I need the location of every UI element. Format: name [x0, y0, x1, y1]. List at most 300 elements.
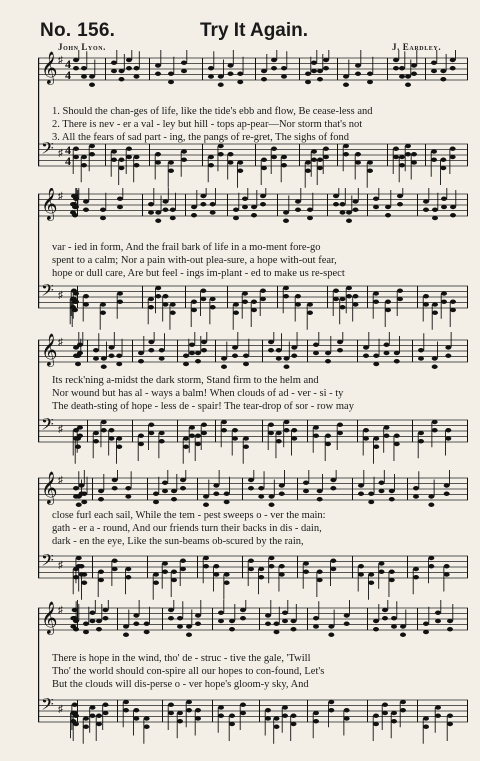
note-head [208, 66, 214, 70]
note-head [125, 486, 131, 490]
note-head [440, 77, 446, 81]
note-head [355, 152, 361, 156]
note-head [279, 483, 285, 487]
note-head [119, 158, 125, 162]
note-head [284, 365, 290, 369]
note-head [243, 445, 249, 449]
note-head [89, 152, 95, 156]
note-head [385, 308, 391, 312]
note-head [171, 497, 177, 501]
note-head [116, 436, 122, 440]
note-head [411, 160, 417, 164]
note-head [343, 144, 349, 148]
note-head [281, 155, 287, 159]
note-head [159, 439, 165, 443]
note-head [307, 216, 313, 220]
note-head [355, 72, 361, 76]
note-head [210, 297, 216, 301]
lyric-line: dark - en the eye, Like the sun-beams ob-scured by the rain, [52, 536, 304, 547]
note-head [337, 348, 343, 352]
note-head [177, 616, 183, 620]
sharp-icon: ♯ [58, 55, 63, 66]
note-head [170, 216, 176, 220]
note-head [70, 616, 76, 620]
note-head [125, 575, 131, 579]
music-system-5 [38, 600, 468, 750]
note-head [100, 311, 106, 315]
note-head [73, 66, 79, 70]
note-head [418, 439, 424, 443]
note-head [440, 69, 446, 73]
note-head [445, 345, 451, 349]
note-head [233, 311, 239, 315]
note-head [325, 442, 331, 446]
music-system-3 [38, 332, 468, 475]
note-head [75, 445, 81, 449]
note-head [444, 483, 450, 487]
note-head [73, 147, 79, 151]
note-head [200, 202, 206, 206]
note-head [195, 442, 201, 446]
note-head [148, 297, 154, 301]
note-head [303, 481, 309, 485]
note-head [213, 572, 219, 576]
note-head [276, 356, 282, 360]
note-head [432, 428, 438, 432]
note-head [447, 619, 453, 623]
note-head [397, 194, 403, 198]
note-head [81, 155, 87, 159]
note-head [224, 581, 230, 585]
note-head [269, 494, 275, 498]
lyric-line: Its reck'ning a-midst the dark storm, Stand firm to the helm and [52, 375, 319, 386]
note-head [111, 149, 117, 153]
lyric-line: But the clouds will dis-perse o - ver hope's gloom-y sky, And [52, 679, 309, 690]
note-head [168, 703, 174, 707]
note-head [240, 616, 246, 620]
note-head [265, 708, 271, 712]
note-head [363, 436, 369, 440]
note-head [195, 359, 201, 363]
note-head [93, 356, 99, 360]
note-head [305, 160, 311, 164]
note-head [248, 486, 254, 490]
note-head [391, 719, 397, 723]
note-head [274, 725, 280, 729]
note-head [303, 489, 309, 493]
note-head [413, 567, 419, 571]
note-head [384, 425, 390, 429]
note-head [268, 423, 274, 427]
note-head [368, 581, 374, 585]
note-head [103, 616, 109, 620]
note-head [268, 340, 274, 344]
note-head [373, 445, 379, 449]
note-head [117, 291, 123, 295]
note-head [317, 77, 323, 81]
note-head [101, 356, 107, 360]
note-head [148, 210, 154, 214]
note-head [265, 622, 271, 626]
note-head [400, 633, 406, 637]
note-head [138, 351, 144, 355]
note-head [440, 158, 446, 162]
note-head [237, 80, 243, 84]
note-head [155, 286, 161, 290]
time-signature: 4 [65, 143, 71, 157]
time-signature: 4 [65, 154, 71, 168]
note-head [373, 436, 379, 440]
note-head [71, 289, 77, 293]
note-head [180, 486, 186, 490]
note-head [159, 431, 165, 435]
note-head [432, 365, 438, 369]
note-head [125, 494, 131, 498]
note-head [291, 722, 297, 726]
note-head [224, 492, 230, 496]
note-head [237, 169, 243, 173]
note-head [168, 169, 174, 173]
note-head [233, 302, 239, 306]
note-head [70, 210, 76, 214]
note-head [393, 155, 399, 159]
note-head [191, 205, 197, 209]
note-head [279, 572, 285, 576]
note-head [163, 294, 169, 298]
note-head [346, 286, 352, 290]
note-head [450, 58, 456, 62]
note-head [83, 294, 89, 298]
note-head [171, 570, 177, 574]
note-head [240, 703, 246, 707]
note-head [431, 158, 437, 162]
note-head [191, 213, 197, 217]
note-head [117, 300, 123, 304]
note-head [447, 722, 453, 726]
note-head [397, 202, 403, 206]
note-head [168, 160, 174, 164]
note-head [76, 503, 82, 507]
note-head [337, 423, 343, 427]
note-head [195, 716, 201, 720]
note-head [379, 489, 385, 493]
note-head [373, 714, 379, 718]
note-head [423, 208, 429, 212]
note-head [344, 613, 350, 617]
note-head [195, 708, 201, 712]
note-head [313, 343, 319, 347]
note-head [428, 556, 434, 560]
note-head [328, 700, 334, 704]
note-head [282, 714, 288, 718]
note-head [251, 205, 257, 209]
note-head [384, 351, 390, 355]
note-head [307, 311, 313, 315]
note-head [218, 152, 224, 156]
note-head [393, 58, 399, 62]
hymn-header [40, 20, 470, 42]
note-head [435, 611, 441, 615]
note-head [311, 149, 317, 153]
note-head [385, 205, 391, 209]
note-head [191, 300, 197, 304]
note-head [77, 343, 83, 347]
note-head [382, 616, 388, 620]
note-head [162, 481, 168, 485]
note-head [344, 708, 350, 712]
sharp-icon: ♯ [58, 424, 63, 435]
note-head [201, 348, 207, 352]
note-head [373, 354, 379, 358]
note-head [291, 619, 297, 623]
note-head [180, 559, 186, 563]
bass-clef-icon: 𝄢 [41, 550, 54, 574]
note-head [269, 503, 275, 507]
note-head [237, 72, 243, 76]
note-head [93, 439, 99, 443]
note-head [123, 708, 129, 712]
note-head [373, 722, 379, 726]
note-head [317, 158, 323, 162]
note-head [153, 572, 159, 576]
note-head [340, 210, 346, 214]
note-head [98, 578, 104, 582]
note-head [125, 567, 131, 571]
note-head [171, 489, 177, 493]
note-head [195, 351, 201, 355]
note-head [208, 163, 214, 167]
note-head [337, 340, 343, 344]
note-head [218, 619, 224, 623]
note-head [399, 74, 405, 78]
note-head [195, 434, 201, 438]
note-head [265, 613, 271, 617]
note-head [183, 362, 189, 366]
note-head [181, 158, 187, 162]
note-head [251, 300, 257, 304]
note-head [379, 481, 385, 485]
note-head [100, 208, 106, 212]
lyric-line: 3. All the fears of sad part - ing, the pangs of re-gret, The sighs of fond [52, 132, 349, 143]
note-head [233, 208, 239, 212]
note-head [358, 492, 364, 496]
note-head [323, 147, 329, 151]
note-head [218, 74, 224, 78]
sharp-icon: ♯ [58, 337, 63, 348]
note-head [224, 500, 230, 504]
note-head [81, 500, 87, 504]
note-head [368, 492, 374, 496]
note-head [81, 572, 87, 576]
note-head [340, 202, 346, 206]
note-head [397, 289, 403, 293]
note-head [391, 711, 397, 715]
note-head [276, 431, 282, 435]
note-head [428, 494, 434, 498]
note-head [155, 219, 161, 223]
note-head [98, 497, 104, 501]
note-head [90, 705, 96, 709]
note-head [81, 163, 87, 167]
note-head [384, 434, 390, 438]
note-head [276, 439, 282, 443]
note-head [123, 624, 129, 628]
sharp-icon: ♯ [58, 475, 63, 486]
note-head [445, 354, 451, 358]
note-head [75, 362, 81, 366]
note-head [243, 436, 249, 440]
note-head [81, 492, 87, 496]
music-system-2 [38, 188, 468, 333]
note-head [435, 714, 441, 718]
note-head [399, 155, 405, 159]
note-head [393, 147, 399, 151]
lyric-line: 2. There is nev - er a val - ley but hill - tops ap-pear—Nor storm that's not [52, 119, 363, 130]
note-head [242, 205, 248, 209]
note-head [450, 205, 456, 209]
composer-credit: J. Eardley. [392, 42, 442, 52]
treble-clef-icon: 𝄞 [41, 188, 58, 220]
note-head [77, 434, 83, 438]
note-head [70, 711, 76, 715]
note-head [399, 163, 405, 167]
note-head [382, 703, 388, 707]
note-head [450, 308, 456, 312]
note-head [260, 297, 266, 301]
note-head [148, 423, 154, 427]
note-head [73, 155, 79, 159]
note-head [311, 61, 317, 65]
note-head [411, 63, 417, 67]
note-head [109, 354, 115, 358]
note-head [337, 431, 343, 435]
note-head [218, 83, 224, 87]
note-head [248, 559, 254, 563]
note-head [295, 208, 301, 212]
lyric-line: close furl each sail, While the tem - pest sweeps o - ver the main: [52, 510, 326, 521]
note-head [291, 428, 297, 432]
note-head [163, 199, 169, 203]
note-head [441, 197, 447, 201]
note-head [224, 572, 230, 576]
note-head [162, 561, 168, 565]
note-head [134, 66, 140, 70]
note-head [153, 581, 159, 585]
note-head [229, 627, 235, 631]
lyric-line: The death-sting of hope - less de - spair! The tear-drop of sor - row may [52, 401, 354, 412]
note-head [81, 74, 87, 78]
note-head [210, 202, 216, 206]
note-head [144, 622, 150, 626]
note-head [303, 570, 309, 574]
note-head [213, 564, 219, 568]
note-head [138, 359, 144, 363]
note-head [317, 166, 323, 170]
note-head [242, 197, 248, 201]
note-head [112, 478, 118, 482]
note-head [101, 420, 107, 424]
note-head [261, 77, 267, 81]
note-head [228, 72, 234, 76]
note-head [393, 66, 399, 70]
lyric-line: Nor wound but has al - ways a balm! When clouds of ad - ver - si - ty [52, 388, 344, 399]
note-head [355, 160, 361, 164]
note-head [428, 503, 434, 507]
note-head [413, 494, 419, 498]
note-head [248, 567, 254, 571]
note-head [243, 362, 249, 366]
note-head [447, 627, 453, 631]
note-head [367, 80, 373, 84]
note-head [153, 500, 159, 504]
note-head [116, 362, 122, 366]
note-head [96, 627, 102, 631]
lyric-line: 1. Should the chan-ges of life, like the tide's ebb and flow, Be cease-less and [52, 106, 373, 117]
note-head [313, 616, 319, 620]
sharp-icon: ♯ [58, 191, 63, 202]
note-head [313, 719, 319, 723]
note-head [328, 633, 334, 637]
note-head [260, 202, 266, 206]
note-head [134, 155, 140, 159]
note-head [70, 624, 76, 628]
note-head [221, 420, 227, 424]
note-head [343, 152, 349, 156]
note-head [170, 311, 176, 315]
note-head [441, 205, 447, 209]
treble-clef-icon: 𝄞 [41, 601, 58, 634]
hymn-title: Try It Again. [200, 20, 309, 41]
note-head [283, 210, 289, 214]
note-head [186, 700, 192, 704]
note-head [116, 354, 122, 358]
note-head [271, 147, 277, 151]
note-head [177, 719, 183, 723]
note-head [330, 478, 336, 482]
note-head [379, 570, 385, 574]
note-head [389, 489, 395, 493]
note-head [83, 302, 89, 306]
note-head [103, 608, 109, 612]
note-head [155, 63, 161, 67]
treble-clef-icon: 𝄞 [41, 333, 58, 366]
note-head [284, 356, 290, 360]
note-head [330, 567, 336, 571]
note-head [162, 570, 168, 574]
note-head [313, 351, 319, 355]
note-head [400, 708, 406, 712]
note-head [183, 445, 189, 449]
note-head [368, 500, 374, 504]
note-head [333, 289, 339, 293]
note-head [242, 300, 248, 304]
note-head [333, 297, 339, 301]
note-head [353, 208, 359, 212]
lyric-line: spent to a calm; Nor a pain with-out plea-sure, a hope with-out fear, [52, 255, 337, 266]
note-head [123, 700, 129, 704]
note-head [83, 622, 89, 626]
note-head [181, 61, 187, 65]
note-head [258, 494, 264, 498]
sharp-icon: ♯ [58, 704, 63, 715]
note-head [183, 436, 189, 440]
sharp-icon: ♯ [58, 560, 63, 571]
note-head [291, 714, 297, 718]
note-head [343, 83, 349, 87]
note-head [413, 486, 419, 490]
note-head [313, 425, 319, 429]
note-head [382, 711, 388, 715]
